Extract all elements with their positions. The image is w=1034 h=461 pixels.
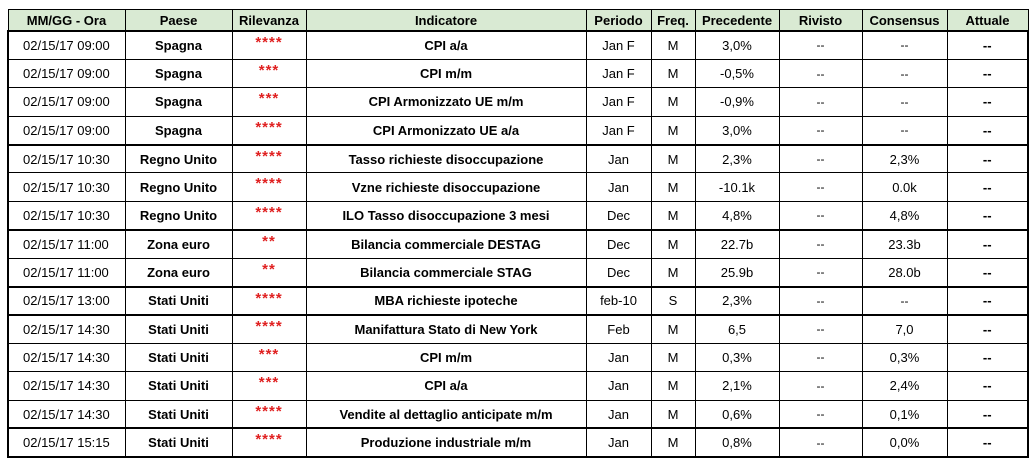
table-row	[8, 230, 1028, 258]
header-frequency: Freq.	[651, 10, 695, 32]
cell-actual: --	[947, 173, 1028, 201]
cell-frequency: M	[651, 173, 695, 201]
cell-period: Dec	[586, 230, 651, 258]
cell-country: Stati Uniti	[125, 400, 232, 428]
cell-previous: -0,5%	[695, 59, 779, 87]
cell-country: Regno Unito	[125, 201, 232, 229]
header-indicator: Indicatore	[306, 10, 586, 32]
cell-indicator: CPI Armonizzato UE m/m	[306, 88, 586, 116]
cell-consensus: 0.0k	[862, 173, 947, 201]
table-header	[8, 10, 1028, 32]
cell-period: feb-10	[586, 287, 651, 315]
cell-period: Jan F	[586, 116, 651, 144]
table-row	[8, 116, 1028, 144]
cell-period: Dec	[586, 201, 651, 229]
cell-period: Jan	[586, 372, 651, 400]
cell-country: Stati Uniti	[125, 372, 232, 400]
cell-period: Jan	[586, 400, 651, 428]
cell-relevance: ****	[232, 428, 306, 456]
cell-frequency: M	[651, 59, 695, 87]
header-actual: Attuale	[947, 10, 1028, 32]
cell-consensus: 28.0b	[862, 258, 947, 286]
cell-indicator: CPI a/a	[306, 31, 586, 59]
cell-country: Stati Uniti	[125, 315, 232, 343]
cell-actual: --	[947, 230, 1028, 258]
cell-frequency: M	[651, 145, 695, 173]
cell-relevance: **	[232, 230, 306, 258]
cell-previous: 2,3%	[695, 145, 779, 173]
cell-country: Stati Uniti	[125, 343, 232, 371]
cell-actual: --	[947, 201, 1028, 229]
cell-previous: -10.1k	[695, 173, 779, 201]
cell-frequency: S	[651, 287, 695, 315]
cell-revised: --	[779, 173, 862, 201]
cell-period: Feb	[586, 315, 651, 343]
cell-relevance: ***	[232, 88, 306, 116]
cell-consensus: 7,0	[862, 315, 947, 343]
cell-previous: 4,8%	[695, 201, 779, 229]
cell-consensus: 2,3%	[862, 145, 947, 173]
table-body	[8, 31, 1028, 457]
cell-datetime: 02/15/17 13:00	[8, 287, 125, 315]
table-row	[8, 173, 1028, 201]
cell-previous: 0,6%	[695, 400, 779, 428]
cell-datetime: 02/15/17 09:00	[8, 59, 125, 87]
cell-frequency: M	[651, 428, 695, 456]
cell-relevance: ***	[232, 343, 306, 371]
cell-consensus: --	[862, 287, 947, 315]
cell-revised: --	[779, 59, 862, 87]
cell-frequency: M	[651, 230, 695, 258]
cell-actual: --	[947, 287, 1028, 315]
header-row	[8, 10, 1028, 32]
cell-actual: --	[947, 88, 1028, 116]
cell-consensus: --	[862, 31, 947, 59]
table-row	[8, 258, 1028, 286]
cell-previous: 2,3%	[695, 287, 779, 315]
header-period: Periodo	[586, 10, 651, 32]
table-row	[8, 31, 1028, 59]
cell-indicator: Vendite al dettaglio anticipate m/m	[306, 400, 586, 428]
cell-datetime: 02/15/17 10:30	[8, 173, 125, 201]
cell-period: Jan	[586, 173, 651, 201]
cell-frequency: M	[651, 201, 695, 229]
cell-frequency: M	[651, 400, 695, 428]
cell-previous: 25.9b	[695, 258, 779, 286]
cell-actual: --	[947, 116, 1028, 144]
cell-revised: --	[779, 428, 862, 456]
cell-datetime: 02/15/17 11:00	[8, 258, 125, 286]
cell-country: Regno Unito	[125, 173, 232, 201]
cell-country: Spagna	[125, 59, 232, 87]
cell-revised: --	[779, 287, 862, 315]
cell-revised: --	[779, 372, 862, 400]
cell-relevance: ****	[232, 116, 306, 144]
cell-period: Jan	[586, 145, 651, 173]
cell-datetime: 02/15/17 14:30	[8, 315, 125, 343]
cell-consensus: 0,1%	[862, 400, 947, 428]
cell-frequency: M	[651, 31, 695, 59]
cell-indicator: CPI Armonizzato UE a/a	[306, 116, 586, 144]
table-row	[8, 145, 1028, 173]
cell-relevance: ****	[232, 287, 306, 315]
cell-relevance: ****	[232, 173, 306, 201]
header-revised: Rivisto	[779, 10, 862, 32]
cell-datetime: 02/15/17 09:00	[8, 31, 125, 59]
cell-actual: --	[947, 400, 1028, 428]
cell-actual: --	[947, 145, 1028, 173]
cell-period: Jan F	[586, 59, 651, 87]
cell-relevance: ****	[232, 315, 306, 343]
header-previous: Precedente	[695, 10, 779, 32]
cell-previous: 6,5	[695, 315, 779, 343]
cell-previous: 0,8%	[695, 428, 779, 456]
cell-frequency: M	[651, 258, 695, 286]
cell-actual: --	[947, 31, 1028, 59]
cell-indicator: CPI m/m	[306, 343, 586, 371]
cell-frequency: M	[651, 116, 695, 144]
cell-actual: --	[947, 343, 1028, 371]
cell-consensus: 4,8%	[862, 201, 947, 229]
cell-previous: -0,9%	[695, 88, 779, 116]
cell-period: Jan F	[586, 88, 651, 116]
cell-indicator: Vzne richieste disoccupazione	[306, 173, 586, 201]
table-row	[8, 315, 1028, 343]
cell-frequency: M	[651, 88, 695, 116]
cell-indicator: CPI a/a	[306, 372, 586, 400]
cell-frequency: M	[651, 343, 695, 371]
cell-consensus: 0,3%	[862, 343, 947, 371]
cell-relevance: ***	[232, 372, 306, 400]
cell-datetime: 02/15/17 11:00	[8, 230, 125, 258]
cell-datetime: 02/15/17 09:00	[8, 88, 125, 116]
cell-consensus: 2,4%	[862, 372, 947, 400]
cell-indicator: CPI m/m	[306, 59, 586, 87]
cell-relevance: ****	[232, 400, 306, 428]
cell-country: Spagna	[125, 88, 232, 116]
cell-country: Stati Uniti	[125, 428, 232, 456]
cell-datetime: 02/15/17 14:30	[8, 400, 125, 428]
cell-consensus: --	[862, 116, 947, 144]
cell-period: Dec	[586, 258, 651, 286]
cell-previous: 3,0%	[695, 116, 779, 144]
table-row	[8, 400, 1028, 428]
cell-country: Spagna	[125, 116, 232, 144]
cell-datetime: 02/15/17 09:00	[8, 116, 125, 144]
cell-revised: --	[779, 88, 862, 116]
cell-frequency: M	[651, 372, 695, 400]
table-row	[8, 372, 1028, 400]
cell-indicator: Bilancia commerciale STAG	[306, 258, 586, 286]
cell-country: Spagna	[125, 31, 232, 59]
cell-actual: --	[947, 258, 1028, 286]
header-consensus: Consensus	[862, 10, 947, 32]
cell-relevance: ****	[232, 201, 306, 229]
cell-relevance: ****	[232, 145, 306, 173]
cell-frequency: M	[651, 315, 695, 343]
cell-indicator: MBA richieste ipoteche	[306, 287, 586, 315]
table-row	[8, 287, 1028, 315]
cell-actual: --	[947, 59, 1028, 87]
table-row	[8, 343, 1028, 371]
cell-actual: --	[947, 428, 1028, 456]
cell-revised: --	[779, 116, 862, 144]
cell-previous: 2,1%	[695, 372, 779, 400]
cell-relevance: **	[232, 258, 306, 286]
cell-indicator: Produzione industriale m/m	[306, 428, 586, 456]
cell-datetime: 02/15/17 14:30	[8, 372, 125, 400]
header-country: Paese	[125, 10, 232, 32]
cell-country: Zona euro	[125, 230, 232, 258]
cell-previous: 0,3%	[695, 343, 779, 371]
header-relevance: Rilevanza	[232, 10, 306, 32]
table-row	[8, 88, 1028, 116]
cell-consensus: --	[862, 59, 947, 87]
cell-previous: 22.7b	[695, 230, 779, 258]
cell-indicator: ILO Tasso disoccupazione 3 mesi	[306, 201, 586, 229]
cell-period: Jan	[586, 428, 651, 456]
table-row	[8, 428, 1028, 456]
cell-actual: --	[947, 315, 1028, 343]
cell-datetime: 02/15/17 10:30	[8, 145, 125, 173]
cell-period: Jan	[586, 343, 651, 371]
economic-calendar-table	[7, 9, 1029, 458]
cell-country: Zona euro	[125, 258, 232, 286]
cell-datetime: 02/15/17 14:30	[8, 343, 125, 371]
cell-revised: --	[779, 145, 862, 173]
cell-consensus: --	[862, 88, 947, 116]
cell-consensus: 0,0%	[862, 428, 947, 456]
cell-country: Stati Uniti	[125, 287, 232, 315]
cell-datetime: 02/15/17 15:15	[8, 428, 125, 456]
cell-relevance: ****	[232, 31, 306, 59]
cell-actual: --	[947, 372, 1028, 400]
cell-datetime: 02/15/17 10:30	[8, 201, 125, 229]
cell-revised: --	[779, 400, 862, 428]
header-datetime: MM/GG - Ora	[8, 10, 125, 32]
cell-country: Regno Unito	[125, 145, 232, 173]
cell-period: Jan F	[586, 31, 651, 59]
table-row	[8, 201, 1028, 229]
cell-revised: --	[779, 230, 862, 258]
cell-indicator: Manifattura Stato di New York	[306, 315, 586, 343]
cell-indicator: Bilancia commerciale DESTAG	[306, 230, 586, 258]
cell-previous: 3,0%	[695, 31, 779, 59]
cell-relevance: ***	[232, 59, 306, 87]
cell-revised: --	[779, 31, 862, 59]
cell-revised: --	[779, 258, 862, 286]
cell-indicator: Tasso richieste disoccupazione	[306, 145, 586, 173]
cell-consensus: 23.3b	[862, 230, 947, 258]
cell-revised: --	[779, 343, 862, 371]
cell-revised: --	[779, 201, 862, 229]
cell-revised: --	[779, 315, 862, 343]
table-row	[8, 59, 1028, 87]
